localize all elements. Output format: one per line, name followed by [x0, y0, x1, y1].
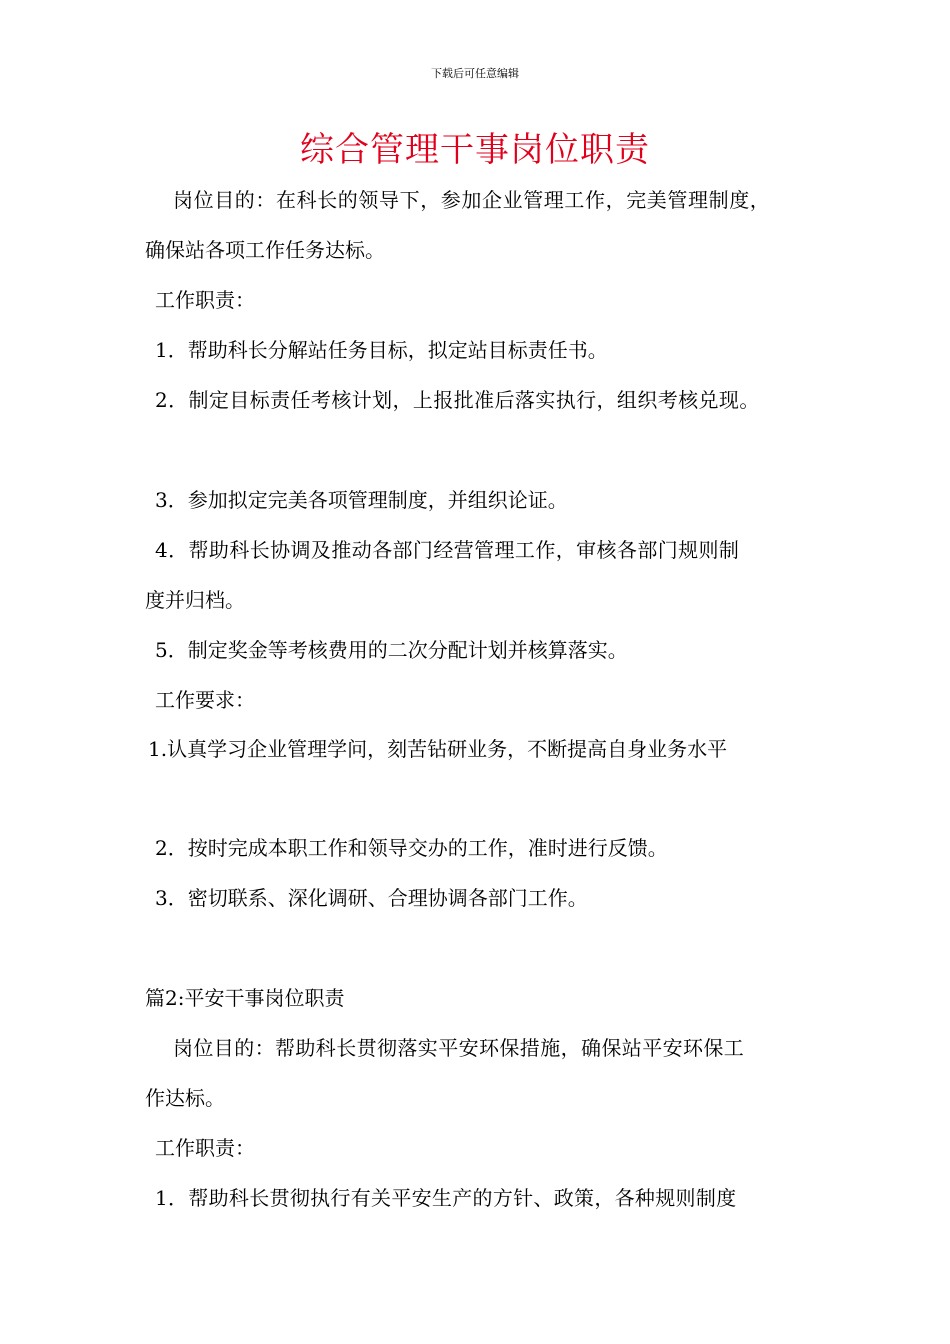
list-item: 3．参加拟定完美各项管理制度，并组织论证。: [155, 488, 568, 512]
list-item: 2．按时完成本职工作和领导交办的工作，准时进行反馈。: [155, 836, 668, 860]
list-item: 3．密切联系、深化调研、合理协调各部门工作。: [155, 886, 588, 910]
section-heading: 工作要求：: [155, 688, 255, 712]
paragraph-line: 确保站各项工作任务达标。: [145, 238, 385, 262]
section-heading: 工作职责：: [155, 288, 255, 312]
list-item: 2．制定目标责任考核计划，上报批准后落实执行，组织考核兑现。: [155, 388, 760, 412]
list-item-continuation: 度并归档。: [145, 588, 245, 612]
paragraph-line: 岗位目的：在科长的领导下，参加企业管理工作，完美管理制度，: [173, 188, 771, 212]
list-item: 1.认真学习企业管理学问，刻苦钻研业务，不断提高自身业务水平: [148, 737, 728, 761]
list-item: 1．帮助科长分解站任务目标，拟定站目标责任书。: [155, 338, 608, 362]
paragraph-line: 岗位目的：帮助科长贯彻落实平安环保措施，确保站平安环保工: [173, 1036, 745, 1060]
list-item: 1．帮助科长贯彻执行有关平安生产的方针、政策，各种规则制度: [155, 1186, 737, 1210]
header-note: 下载后可任意编辑: [431, 67, 519, 80]
list-item: 5．制定奖金等考核费用的二次分配计划并核算落实。: [155, 638, 628, 662]
list-item: 4．帮助科长协调及推动各部门经营管理工作，审核各部门规则制: [155, 538, 740, 562]
section-heading: 工作职责：: [155, 1136, 255, 1160]
article-heading: 篇2:平安干事岗位职责: [145, 986, 345, 1010]
document-title: 综合管理干事岗位职责: [300, 130, 650, 170]
paragraph-line: 作达标。: [145, 1086, 225, 1110]
